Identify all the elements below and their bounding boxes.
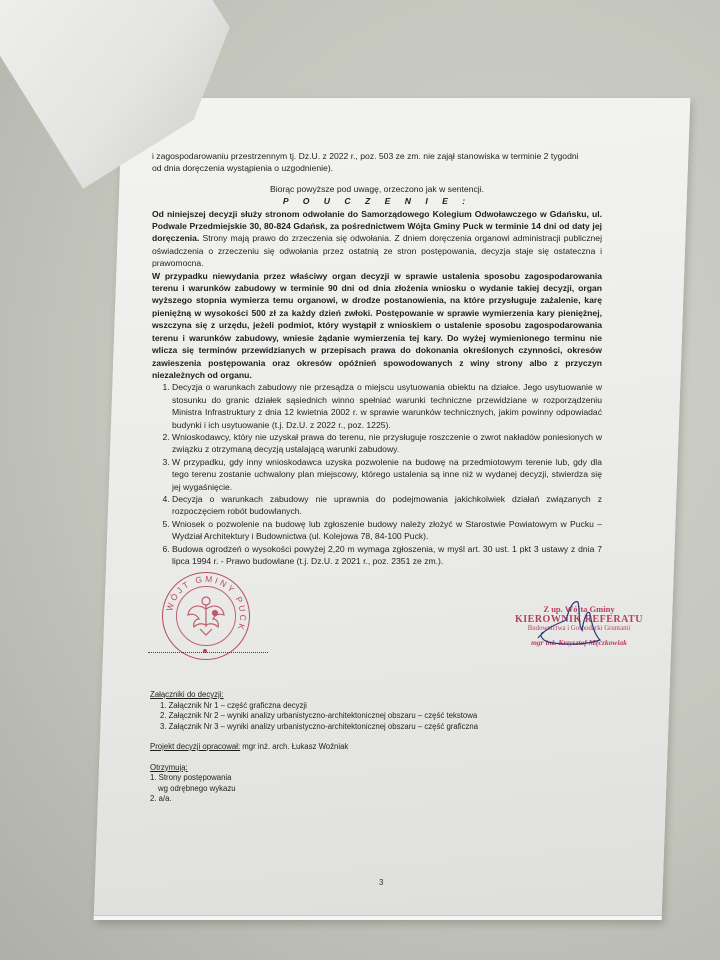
intro-line: od dnia doręczenia wystąpienia o uzgodnienie). (152, 163, 334, 174)
section-title: P O U C Z E N I E : (282, 196, 472, 207)
eagle-emblem-icon (185, 593, 227, 637)
recipient-item: 1. Strony postępowania (150, 773, 232, 782)
handwritten-signature-icon (508, 596, 628, 656)
prepared-by-name: mgr inż. arch. Łukasz Woźniak (240, 742, 349, 751)
attachments-heading: Załączniki do decyzji: (150, 690, 224, 699)
attachment-item: 3. Załącznik Nr 3 – wyniki analizy urbanistyczno-architektonicznej obszaru – część graficzna (160, 721, 479, 731)
recipients-heading: Otrzymują: (150, 762, 188, 772)
back-sheet-line (77, 0, 309, 33)
attachment-item: 2. Załącznik Nr 2 – wyniki analizy urbanistyczno-architektonicznej obszaru – część tekstowa (160, 711, 478, 720)
recipient-item: wg odrębnego wykazu (158, 783, 236, 793)
note-item: 5. Wniosek o pozwolenie na budowę lub zgłoszenie budowy należy złożyć w Starostwie Powiatowym w Pucku – Wydział Architektury i Budownictwa (ul. Kolejowa 78, 84-100 Puck). (172, 518, 602, 543)
intro-line: i zagospodarowaniu przestrzennym tj. Dz.U. z 2022 r., poz. 503 ze zm. nie zajął stanowiska w terminie 2 tygodni (152, 151, 579, 161)
penalty-paragraph: W przypadku niewydania przez właściwy organ decyzji w sprawie ustalenia sposobu zagospodarowania terenu i warunków zabudowy w terminie 90 dni od dnia złożenia wniosku o wydanie takiej decyzji, organ wyższego stopnia wymierza temu organowi, w drodze postanowienia, na które przysługuje zażalenie, karę pieniężną w wysokości 500 zł za każdy dzień zwłoki. Postępowanie w sprawie wymierzenia kary pieniężnej, wszczyna się z urzędu, jeżeli podmiot, który wystąpił z wnioskiem o ustalenie sposobu zagospodarowania terenu i warunków zabudowy, wniesie żądanie wymierzenia tej kary. Do wyżej wymienionego terminu nie wlicza się terminów przewidzianych w przepisach prawa do dokonania określonych czynności, okresów zawieszenia postępowania oraz okresów opóźnień spowodowanych z winy strony albo z przyczyn niezależnych od organu. (152, 270, 602, 380)
back-sheet-text (63, 0, 323, 57)
attachments-list (150, 701, 530, 733)
notes-list (152, 381, 602, 567)
signature-stamp-line2: KIEROWNIK REFERATU (515, 614, 643, 625)
appeal-paragraph (152, 208, 602, 270)
note-item: 6. Budowa ogrodzeń o wysokości powyżej 2,20 m wymaga zgłoszenia, w myśl art. 30 ust. 1 pkt 3 ustawy z dnia 7 lipca 1994 r. - Prawo budowlane (t.j. Dz.U. z 2021 r., poz. 2351 ze zm.). (172, 543, 602, 568)
attachment-item: 1. Załącznik Nr 1 – część graficzna decyzji (160, 700, 307, 710)
svg-text:WÓJT GMINY PUCK: WÓJT GMINY PUCK (164, 573, 249, 634)
document-body (152, 150, 602, 567)
signature-stamp-line3: Budownictwa i Gospodarki Gruntami (527, 625, 631, 632)
page-number: 3 (379, 878, 384, 887)
note-item: 1. Decyzja o warunkach zabudowy nie przesądza o miejscu usytuowania obiektu na działce. Jego usytuowanie w stosunku do granic działek sąsiednich winno spełniać warunki techniczne przewidziane w rozporządzeniu Ministra Infrastruktury z dnia 12 kwietnia 2002 r. w sprawie warunków technicznych, jakim powinny odpowiadać budynki i ich usytuowanie (t.j. Dz.U. z 2022 r., poz. 1225). (172, 381, 602, 431)
signature-stamp-line1: Z up. Wójta Gminy (543, 604, 615, 614)
note-item: 4. Decyzja o warunkach zabudowy nie uprawnia do podejmowania jakichkolwiek działań związanych z rozpoczęciem robót budowlanych. (172, 493, 602, 518)
signature-dotted-line (148, 652, 268, 653)
note-item: 3. W przypadku, gdy inny wnioskodawca uzyska pozwolenie na budowę na przedmiotowym terenie lub, gdy dla tego terenu zostanie uchwalony plan miejscowy, którego ustalenia są inne niż w wydanej decyzji, stwierdza się jej wygaśnięcie. (172, 456, 602, 493)
signature-stamp-name: mgr inż. Krzysztof Męczkowiak (531, 638, 627, 647)
conclusion: Biorąc powyższe pod uwagę, orzeczono jak w sentencji. (269, 183, 484, 194)
appeal-paragraph-bold: Od niniejszej decyzji służy stronom odwołanie do Samorządowego Kolegium Odwoławczego w Gdańsku, ul. Podwale Przedmiejskie 30, 80-824 Gdańsk, za pośrednictwem Wójta Gminy Puck w terminie 14 dni od daty jej doręczenia. (152, 208, 602, 244)
note-item: 2. Wnioskodawcy, który nie uzyskał prawa do terenu, nie przysługuje roszczenie o zwrot nakładów poniesionych w związku z otrzymaną decyzją ustalającą warunki zabudowy. (172, 431, 602, 456)
prepared-by (150, 742, 530, 753)
recipient-item: 2. a/a. (150, 794, 172, 803)
back-sheet-line (63, 0, 295, 57)
official-stamp (162, 572, 250, 660)
attachments-section (150, 690, 530, 805)
appeal-paragraph-rest: Strony mają prawo do zrzeczenia się odwołania. Z dniem doręczenia organowi administracji publicznej oświadczenia o zrzeczeniu się odwołania przez ostatnią ze stron postępowania, decyzja staje się ostateczna i prawomocna. (152, 233, 602, 269)
prepared-by-label: Projekt decyzji opracował: (150, 742, 241, 751)
